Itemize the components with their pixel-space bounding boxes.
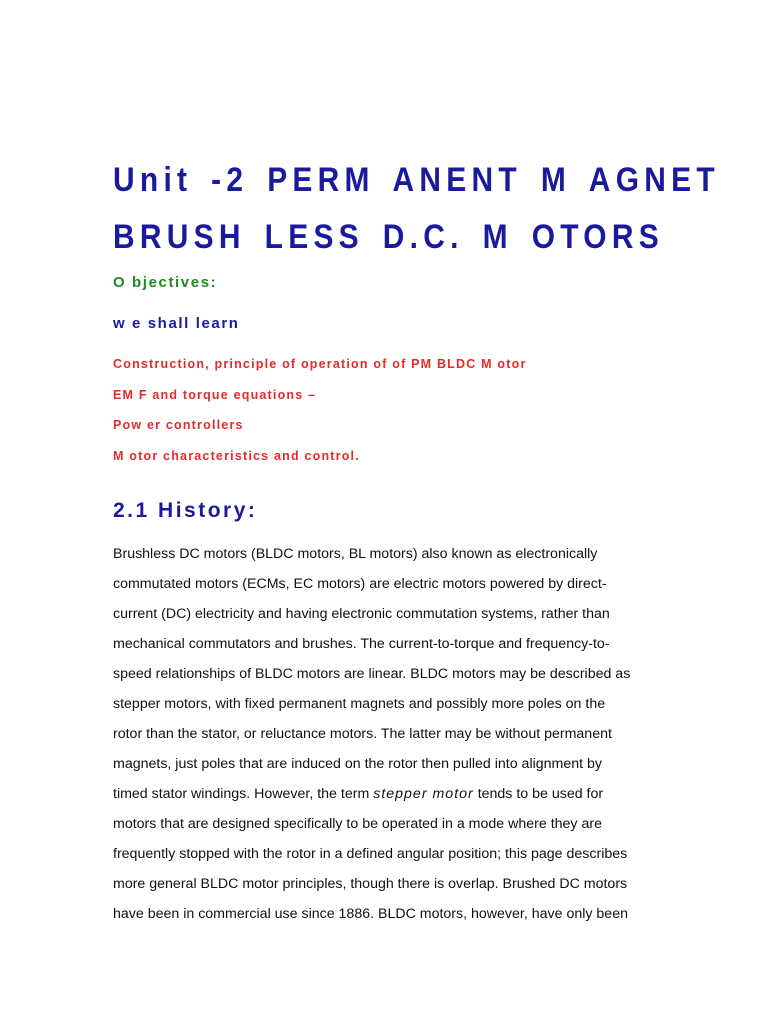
paragraph-line: have been in commercial use since 1886. BLDC motors, however, have only been [113, 906, 628, 922]
paragraph-line: more general BLDC motor principles, though there is overlap. Brushed DC motors [113, 876, 628, 892]
paragraph-line: current (DC) electricity and having electronic commutation systems, rather than [113, 606, 610, 622]
paragraph-line: magnets, just poles that are induced on the rotor then pulled into alignment by [113, 756, 602, 772]
section-heading-history: 2.1 History: [113, 499, 258, 522]
objective-item: Construction, principle of operation of of PM BLDC M otor [113, 357, 527, 371]
paragraph-line: frequently stopped with the rotor in a defined angular position; this page describes [113, 846, 628, 862]
paragraph-line: speed relationships of BLDC motors are linear. BLDC motors may be described as [113, 666, 631, 682]
objectives-label: O bjectives: [113, 274, 218, 291]
paragraph-text: timed stator windings. However, the term [113, 786, 374, 802]
paragraph-line: stepper motors, with fixed permanent magnets and possibly more poles on the [113, 696, 606, 712]
paragraph-line: commutated motors (ECMs, EC motors) are electric motors powered by direct- [113, 576, 607, 592]
paragraph-line: mechanical commutators and brushes. The current-to-torque and frequency-to- [113, 636, 610, 652]
paragraph-line: Brushless DC motors (BLDC motors, BL motors) also known as electronically [113, 546, 598, 562]
paragraph-line: motors that are designed specifically to be operated in a mode where they are [113, 816, 602, 832]
paragraph-emphasis: stepper motor [373, 786, 474, 802]
objective-item: Pow er controllers [113, 418, 244, 432]
objective-item: M otor characteristics and control. [113, 448, 360, 463]
objectives-list [113, 355, 527, 477]
paragraph-line [113, 781, 630, 811]
paragraph-text: tends to be used for [473, 786, 604, 802]
history-paragraph [113, 541, 630, 931]
learn-label: w e shall learn [113, 315, 240, 332]
objective-item: EM F and torque equations – [113, 387, 317, 402]
unit-title-line-1: Unit -2 PERM ANENT M AGNET [113, 161, 720, 199]
paragraph-line: rotor than the stator, or reluctance motors. The latter may be without permanent [113, 726, 612, 742]
unit-title-line-2: BRUSH LESS D.C. M OTORS [113, 218, 664, 256]
